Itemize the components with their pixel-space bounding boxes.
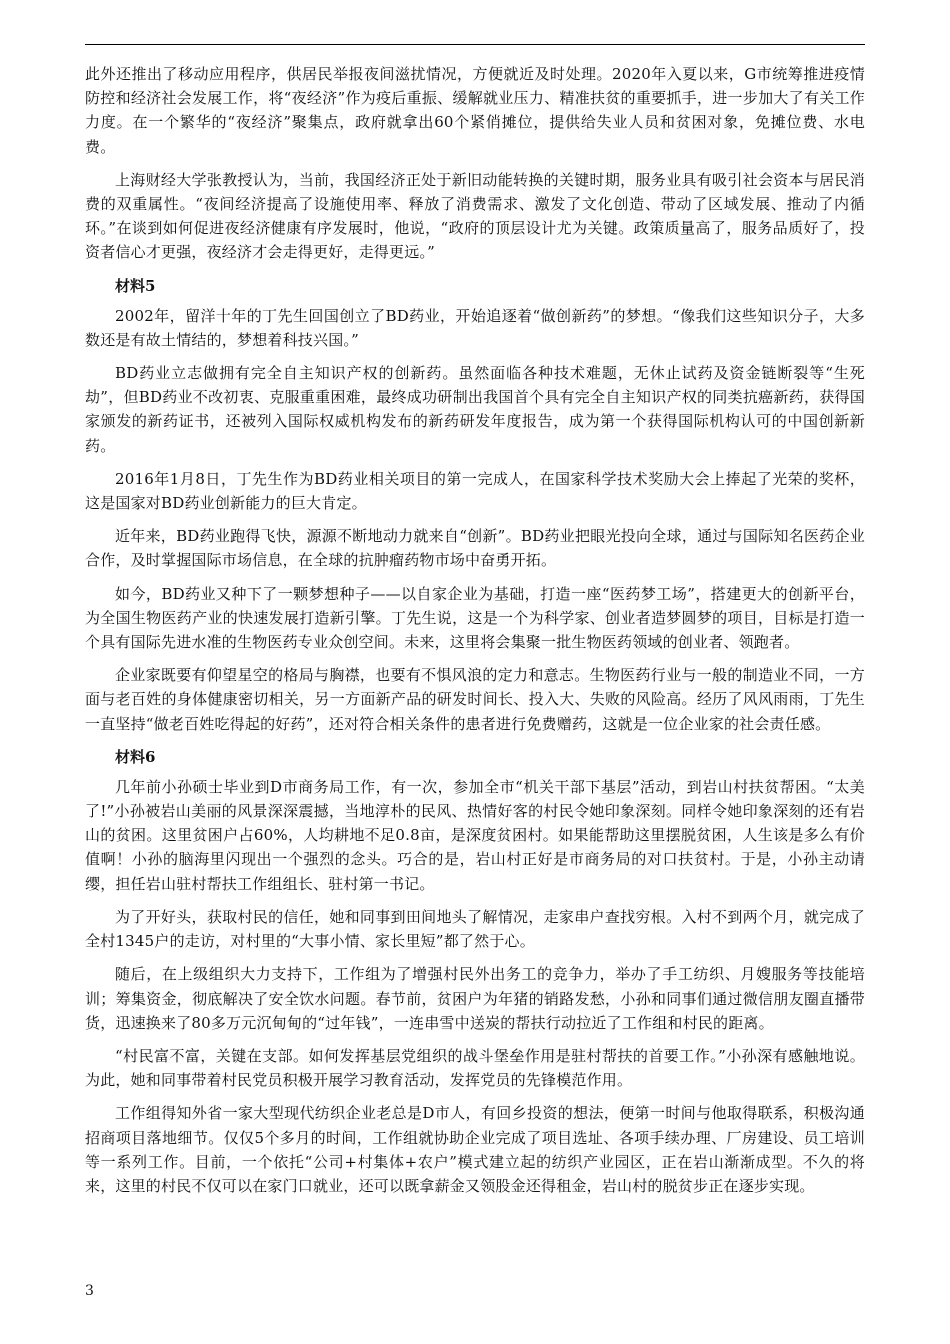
material-6-paragraph: 为了开好头，获取村民的信任，她和同事到田间地头了解情况，走家串户查找穷根。入村不到两个月，就完成了全村1345户的走访，对村里的“大事小情、家长里短”都了然于心。: [85, 907, 865, 951]
material-5-paragraph: 企业家既要有仰望星空的格局与胸襟，也要有不惧风浪的定力和意志。生物医药行业与一般的制造业不同，一方面与老百姓的身体健康密切相关，另一方面新产品的研发时间长、投入大、失败的风险高。经历了风风雨雨，丁先生一直坚持“做老百姓吃得起的好药”，还对符合相关条件的患者进行免费赠药，这就是一位企业家的社会责任感。: [85, 666, 865, 733]
material-6-heading: 材料6: [115, 747, 156, 766]
material-6-paragraph: 工作组得知外省一家大型现代纺织企业老总是D市人，有回乡投资的想法，便第一时间与他取得联系，积极沟通招商项目落地细节。仅仅5个多月的时间，工作组就协助企业完成了项目选址、各项手续办理、厂房建设、员工培训等一系列工作。目前，一个依托“公司+村集体+农户”模式建立起的纺织产业园区，正在岩山渐渐成型。不久的将来，这里的村民不仅可以在家门口就业，还可以既拿薪金又领股金还得租金，岩山村的脱贫步正在逐步实现。: [85, 1104, 865, 1195]
document-page: [85, 0, 865, 1344]
header-rule: [85, 44, 865, 45]
material-5-paragraph: 近年来，BD药业跑得飞快，源源不断地动力就来自“创新”。BD药业把眼光投向全球，通过与国际知名医药企业合作，及时掌握国际市场信息，在全球的抗肿瘤药物市场中奋勇开拓。: [85, 527, 865, 570]
page-number: 3: [85, 1283, 94, 1299]
intro-paragraph: 上海财经大学张教授认为，当前，我国经济正处于新旧动能转换的关键时期，服务业具有吸引社会资本与居民消费的双重属性。“夜间经济提高了设施使用率、释放了消费需求、激发了文化创造、带动了区域发展、推动了内循环。”在谈到如何促进夜经济健康有序发展时，他说，“政府的顶层设计尤为关键。政策质量高了，服务品质好了，投资者信心才更强，夜经济才会走得更好，走得更远。”: [85, 170, 865, 262]
material-6-paragraph: “村民富不富，关键在支部。如何发挥基层党组织的战斗堡垒作用是驻村帮扶的首要工作。”小孙深有感触地说。为此，她和同事带着村民党员积极开展学习教育活动，发挥党员的先锋模范作用。: [85, 1046, 865, 1090]
material-5-paragraph: 如今，BD药业又种下了一颗梦想种子——以自家企业为基础，打造一座“医药梦工场”，搭建更大的创新平台，为全国生物医药产业的快速发展打造新引擎。丁先生说，这是一个为科学家、创业者造梦圆梦的项目，目标是打造一个具有国际先进水准的生物医药专业众创空间。未来，这里将会集聚一批生物医药领域的创业者、领跑者。: [85, 584, 865, 652]
material-5-paragraph: 2016年1月8日，丁先生作为BD药业相关项目的第一完成人，在国家科学技术奖励大会上捧起了光荣的奖杯，这是国家对BD药业创新能力的巨大肯定。: [85, 469, 865, 513]
material-5-heading: 材料5: [115, 276, 156, 295]
material-5-paragraph: 2002年，留洋十年的丁先生回国创立了BD药业，开始追逐着“做创新药”的梦想。“像我们这些知识分子，大多数还是有故土情结的，梦想着科技兴国。”: [85, 306, 865, 349]
document-body: [85, 62, 865, 1207]
intro-paragraph: 此外还推出了移动应用程序，供居民举报夜间滋扰情况，方便就近及时处理。2020年入夏以来，G市统筹推进疫情防控和经济社会发展工作，将“夜经济”作为疫后重振、缓解就业压力、精准扶贫的重要抓手，进一步加大了有关工作力度。在一个繁华的“夜经济”聚集点，政府就拿出60个紧俏摊位，提供给失业人员和贫困对象，免摊位费、水电费。: [85, 65, 865, 156]
material-6-paragraph: 随后，在上级组织大力支持下，工作组为了增强村民外出务工的竞争力，举办了手工纺织、月嫂服务等技能培训；筹集资金，彻底解决了安全饮水问题。春节前，贫困户为年猪的销路发愁，小孙和同事们通过微信朋友圈直播带货，迅速换来了80多万元沉甸甸的“过年钱”，一连串雪中送炭的帮扶行动拉近了工作组和村民的距离。: [85, 965, 865, 1032]
material-6-paragraph: 几年前小孙硕士毕业到D市商务局工作，有一次，参加全市“机关干部下基层”活动，到岩山村扶贫帮困。“太美了!”小孙被岩山美丽的风景深深震撼，当地淳朴的民风、热情好客的村民令她印象深刻。同样令她印象深刻的还有岩山的贫困。这里贫困户占60%，人均耕地不足0.8亩，是深度贫困村。如果能帮助这里摆脱贫困，人生该是多么有价值啊！小孙的脑海里闪现出一个强烈的念头。巧合的是，岩山村正好是市商务局的对口扶贫村。于是，小孙主动请缨，担任岩山驻村帮扶工作组组长、驻村第一书记。: [85, 777, 865, 893]
material-5-paragraph: BD药业立志做拥有完全自主知识产权的创新药。虽然面临各种技术难题，无休止试药及资金链断裂等“生死劫”，但BD药业不改初衷、克服重重困难，最终成功研制出我国首个具有完全自主知识产权的同类抗癌新药，获得国家颁发的新药证书，还被列入国际权威机构发布的新药研发年度报告，成为第一个获得国际机构认可的中国创新新药。: [85, 364, 865, 455]
